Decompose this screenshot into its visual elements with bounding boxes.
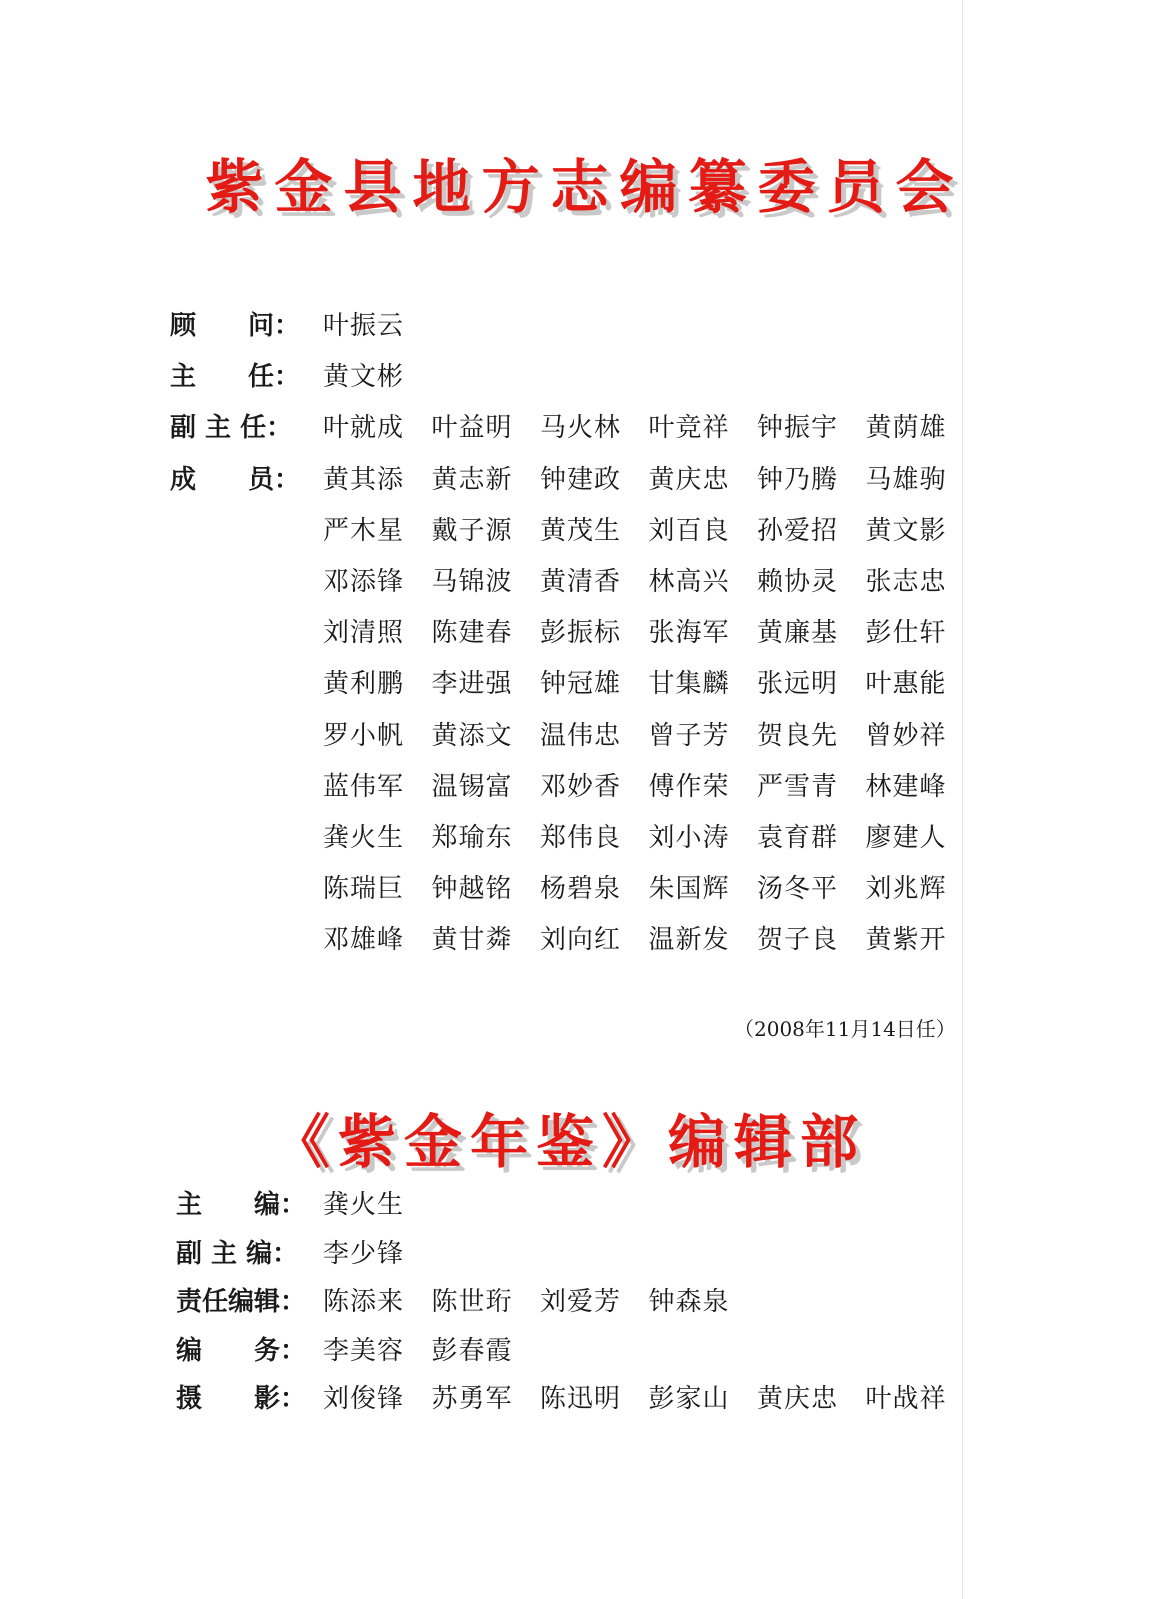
role-label [170,871,294,907]
roster-row [0,410,1154,446]
member-name: 钟建政 [540,464,622,495]
member-name: 叶战祥 [865,1384,947,1415]
member-name: 李少锋 [323,1238,405,1269]
roster-row [0,1381,1154,1417]
member-name: 钟森泉 [648,1287,730,1318]
member-name: 邓雄峰 [323,925,405,956]
roster-row [0,308,1154,344]
member-name: 黄文影 [865,515,947,546]
member-name: 叶竞祥 [648,413,730,444]
role-label: 顾 问： [170,311,301,341]
member-name: 曾子芳 [648,720,730,751]
member-name: 黄利鹏 [323,669,405,700]
member-name: 孙爱招 [757,515,839,546]
member-name: 陈世珩 [431,1287,513,1318]
member-name: 叶益明 [431,413,513,444]
member-name: 龚火生 [323,823,405,853]
member-name: 叶振云 [323,311,405,341]
member-name: 曾妙祥 [865,720,947,751]
member-name: 黄志新 [431,464,513,495]
member-name: 杨碧泉 [540,874,622,905]
member-name: 罗小帆 [323,720,405,751]
member-name: 蓝伟军 [323,771,405,802]
member-name: 陈瑞巨 [323,874,405,905]
role-label [170,564,294,600]
member-name: 温新发 [648,925,730,956]
member-name: 张志忠 [865,567,947,597]
roster-row [0,564,1154,600]
member-name: 黄添文 [431,720,513,751]
roster-row [0,1284,1154,1320]
member-name: 贺良先 [757,720,839,751]
role-label: 编 务： [176,1335,307,1366]
role-label: 摄 影： [176,1384,307,1415]
member-name: 朱国辉 [648,874,730,905]
member-name: 林高兴 [648,567,730,597]
member-name: 马锦波 [431,567,513,597]
member-name: 刘俊锋 [323,1384,405,1415]
roster-row [0,769,1154,805]
member-name: 钟振宇 [757,413,839,444]
member-name: 李进强 [431,669,513,700]
member-name: 张远明 [757,669,839,700]
member-name: 刘清照 [323,618,405,649]
member-name: 陈添来 [323,1287,405,1318]
member-name: 郑瑜东 [431,823,513,853]
member-name: 刘百良 [648,515,730,546]
role-label [170,820,294,856]
member-name: 马火林 [540,413,622,444]
roster-row [0,820,1154,856]
member-name: 贺子良 [757,925,839,956]
member-name: 刘小涛 [648,823,730,853]
role-label [170,615,294,651]
member-name: 袁育群 [757,823,839,853]
member-name: 邓妙香 [540,771,622,802]
role-label [170,666,294,702]
member-name: 黄廉基 [757,618,839,649]
member-name: 黄荫雄 [865,413,947,444]
roster-row [0,666,1154,702]
member-name: 苏勇军 [431,1384,513,1415]
appointment-date-note: （2008年11月14日任） [734,1017,956,1041]
member-name: 甘集麟 [648,669,730,700]
role-label: 主 任： [170,362,301,393]
member-name: 龚火生 [323,1190,405,1220]
role-label: 成 员： [170,464,301,495]
roster-row [0,1333,1154,1369]
member-name: 黄茂生 [540,515,622,546]
roster-row [0,922,1154,958]
member-name: 陈迅明 [540,1384,622,1415]
member-name: 彭春霞 [431,1335,513,1366]
member-name: 黄甘粦 [431,925,513,956]
member-name: 叶惠能 [865,669,947,700]
member-name: 林建峰 [865,771,947,802]
member-name: 黄文彬 [323,362,405,393]
editorial-department-title: 《紫金年鉴》编辑部 [271,1108,866,1176]
member-name: 严雪青 [757,771,839,802]
role-label: 副 主 任： [170,413,293,444]
member-name: 黄庆忠 [648,464,730,495]
roster-row [0,359,1154,395]
member-name: 陈建春 [431,618,513,649]
roster-row [0,615,1154,651]
member-name: 温锡富 [431,771,513,802]
member-name: 黄庆忠 [757,1384,839,1415]
committee-title: 紫金县地方志编纂委员会 [205,153,965,221]
roster-row [0,1236,1154,1272]
member-name: 黄其添 [323,464,405,495]
member-name: 李美容 [323,1335,405,1366]
role-label: 副 主 编： [176,1238,299,1269]
roster-row [0,718,1154,754]
member-name: 张海军 [648,618,730,649]
member-name: 傅作荣 [648,771,730,802]
member-name: 叶就成 [323,413,405,444]
role-label: 责任编辑： [176,1287,307,1318]
member-name: 钟越铭 [431,874,513,905]
member-name: 钟乃腾 [757,464,839,495]
roster-row [0,871,1154,907]
member-name: 刘爱芳 [540,1287,622,1318]
roster-row [0,1187,1154,1223]
member-name: 严木星 [323,515,405,546]
member-name: 彭仕轩 [865,618,947,649]
roster-row [0,462,1154,498]
member-name: 钟冠雄 [540,669,622,700]
role-label [170,513,294,549]
member-name: 汤冬平 [757,874,839,905]
roster-row [0,513,1154,549]
member-name: 郑伟良 [540,823,622,853]
member-name: 赖协灵 [757,567,839,597]
member-name: 彭家山 [648,1384,730,1415]
member-name: 黄清香 [540,567,622,597]
role-label [170,922,294,958]
member-name: 邓添锋 [323,567,405,597]
member-name: 马雄驹 [865,464,947,495]
member-name: 黄紫开 [865,925,947,956]
role-label: 主 编： [176,1190,307,1220]
member-name: 廖建人 [865,823,947,853]
member-name: 温伟忠 [540,720,622,751]
member-name: 刘向红 [540,925,622,956]
role-label [170,769,294,805]
member-name: 戴子源 [431,515,513,546]
member-name: 刘兆辉 [865,874,947,905]
role-label [170,718,294,754]
member-name: 彭振标 [540,618,622,649]
